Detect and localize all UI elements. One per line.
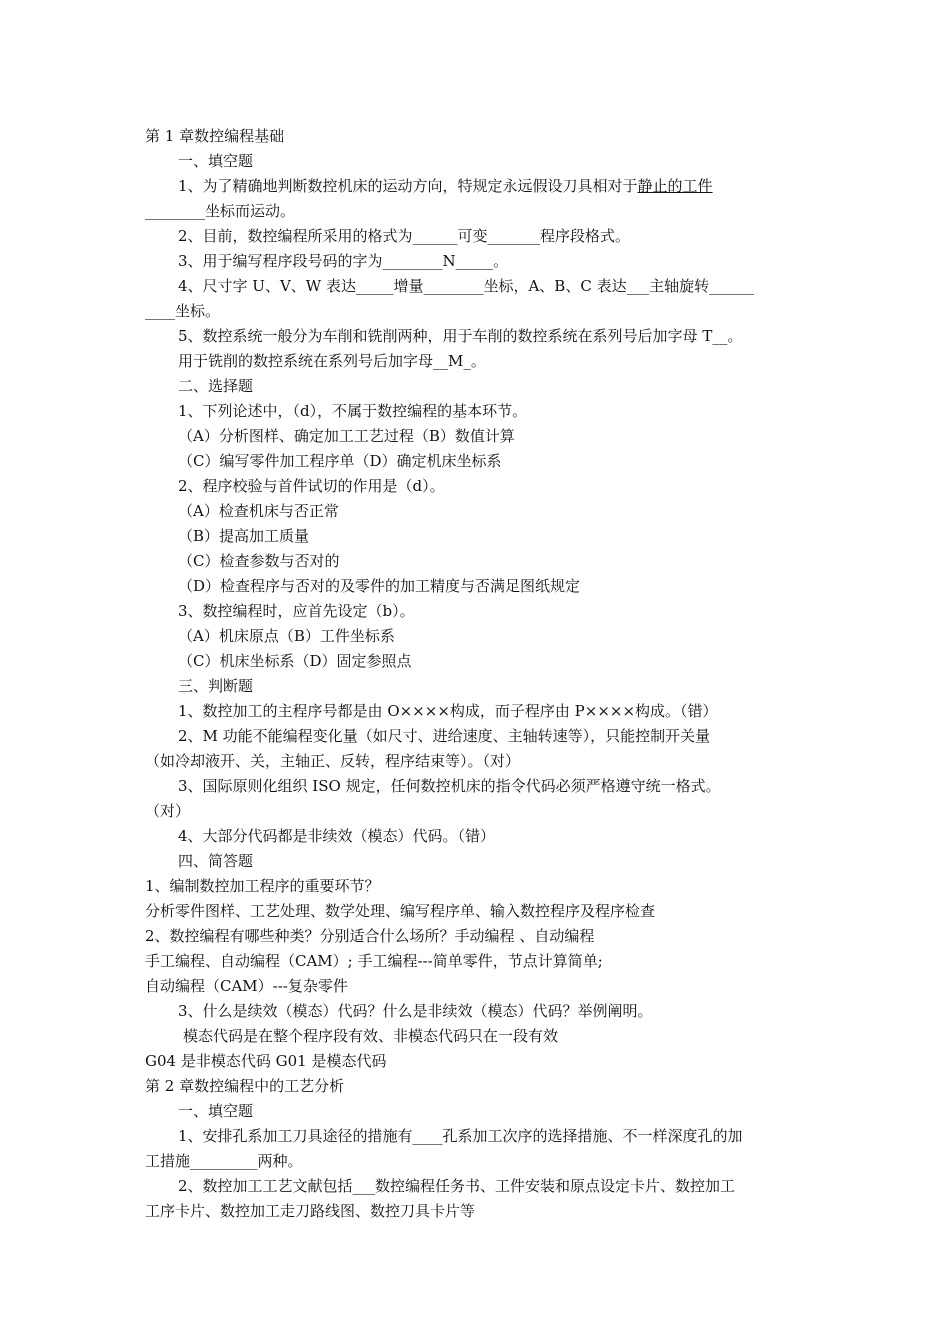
text-line: 3、用于编写程序段号码的字为________N_____。 [178, 252, 509, 270]
text-line: 3、国际原则化组织 ISO 规定，任何数控机床的指令代码必须严格遵守统一格式。 [178, 777, 721, 795]
text-line: ________坐标而运动。 [145, 202, 296, 220]
text-line: 4、尺寸字 U、V、W 表达_____增量________坐标，A、B、C 表达___主轴旋转______ [178, 277, 755, 295]
section-heading: 四、简答题 [178, 852, 254, 870]
underlined-answer: 静止的工件 [637, 177, 713, 195]
text-line: 用于铣削的数控系统在系列号后加字母__M_。 [178, 352, 486, 370]
text-line: 模态代码是在整个程序段有效、非模态代码只在一段有效 [183, 1027, 559, 1045]
option-line: （D）检查程序与否对的及零件的加工精度与否满足图纸规定 [178, 577, 581, 595]
chapter-2-title: 第 2 章数控编程中的工艺分析 [145, 1077, 345, 1095]
text-line: 2、数控加工工艺文献包括___数控编程任务书、工件安装和原点设定卡片、数控加工 [178, 1177, 736, 1195]
section-heading: 三、判断题 [178, 677, 254, 695]
text-line: 2、程序校验与首件试切的作用是（d）。 [178, 477, 445, 495]
option-line: （C）检查参数与否对的 [178, 552, 340, 570]
text-line: 3、数控编程时，应首先设定（b）。 [178, 602, 415, 620]
text-line: （如冷却液开、关，主轴正、反转，程序结束等）。（对） [145, 752, 521, 770]
text-line: 手工编程、自动编程（CAM）; 手工编程---简单零件，节点计算简单; [145, 952, 603, 970]
text-line [178, 176, 713, 196]
text-line: 2、数控编程有哪些种类？分别适合什么场所？手动编程 、自动编程 [145, 927, 595, 945]
text-line-part: 1、为了精确地判断数控机床的运动方向，特规定永远假设刀具相对于 [178, 177, 638, 195]
section-heading: 一、填空题 [178, 152, 254, 170]
section-heading: 二、选择题 [178, 377, 254, 395]
text-line: 1、编制数控加工程序的重要环节？ [145, 877, 380, 895]
option-line: （A）机床原点（B）工件坐标系 [178, 627, 395, 645]
section-heading: 一、填空题 [178, 1102, 254, 1120]
text-line: 自动编程（CAM）---复杂零件 [145, 977, 348, 995]
option-line: （B）提高加工质量 [178, 527, 310, 545]
option-line: （A）检查机床与否正常 [178, 502, 339, 520]
text-line: 2、目前，数控编程所采用的格式为______可变_______程序段格式。 [178, 227, 631, 245]
text-line: 1、下列论述中，（d），不属于数控编程的基本环节。 [178, 402, 528, 420]
text-line: 3、什么是续效（模态）代码？什么是非续效（模态）代码？举例阐明。 [178, 1002, 653, 1020]
text-line: （对） [145, 802, 191, 820]
text-line: ____坐标。 [145, 302, 221, 320]
text-line: 分析零件图样、工艺处理、数学处理、编写程序单、输入数控程序及程序检查 [145, 902, 656, 920]
text-line: 工措施_________两种。 [145, 1152, 303, 1170]
text-line: 工序卡片、数控加工走刀路线图、数控刀具卡片等 [145, 1202, 476, 1220]
chapter-1-title: 第 1 章数控编程基础 [145, 127, 285, 145]
text-line: 1、数控加工的主程序号都是由 O××××构成，而子程序由 P××××构成。（错） [178, 702, 718, 720]
option-line: （C）机床坐标系（D）固定参照点 [178, 652, 412, 670]
text-line: 5、数控系统一般分为车削和铣削两种，用于车削的数控系统在系列号后加字母 T__。 [178, 327, 743, 345]
option-line: （C）编写零件加工程序单（D）确定机床坐标系 [178, 452, 502, 470]
text-line: 1、安排孔系加工刀具途径的措施有____孔系加工次序的选择措施、不一样深度孔的加 [178, 1127, 743, 1145]
option-line: （A）分析图样、确定加工工艺过程（B）数值计算 [178, 427, 515, 445]
text-line: 2、M 功能不能编程变化量（如尺寸、进给速度、主轴转速等），只能控制开关量 [178, 727, 711, 745]
text-line: 4、大部分代码都是非续效（模态）代码。（错） [178, 827, 496, 845]
text-line: G04 是非模态代码 G01 是模态代码 [145, 1052, 387, 1070]
